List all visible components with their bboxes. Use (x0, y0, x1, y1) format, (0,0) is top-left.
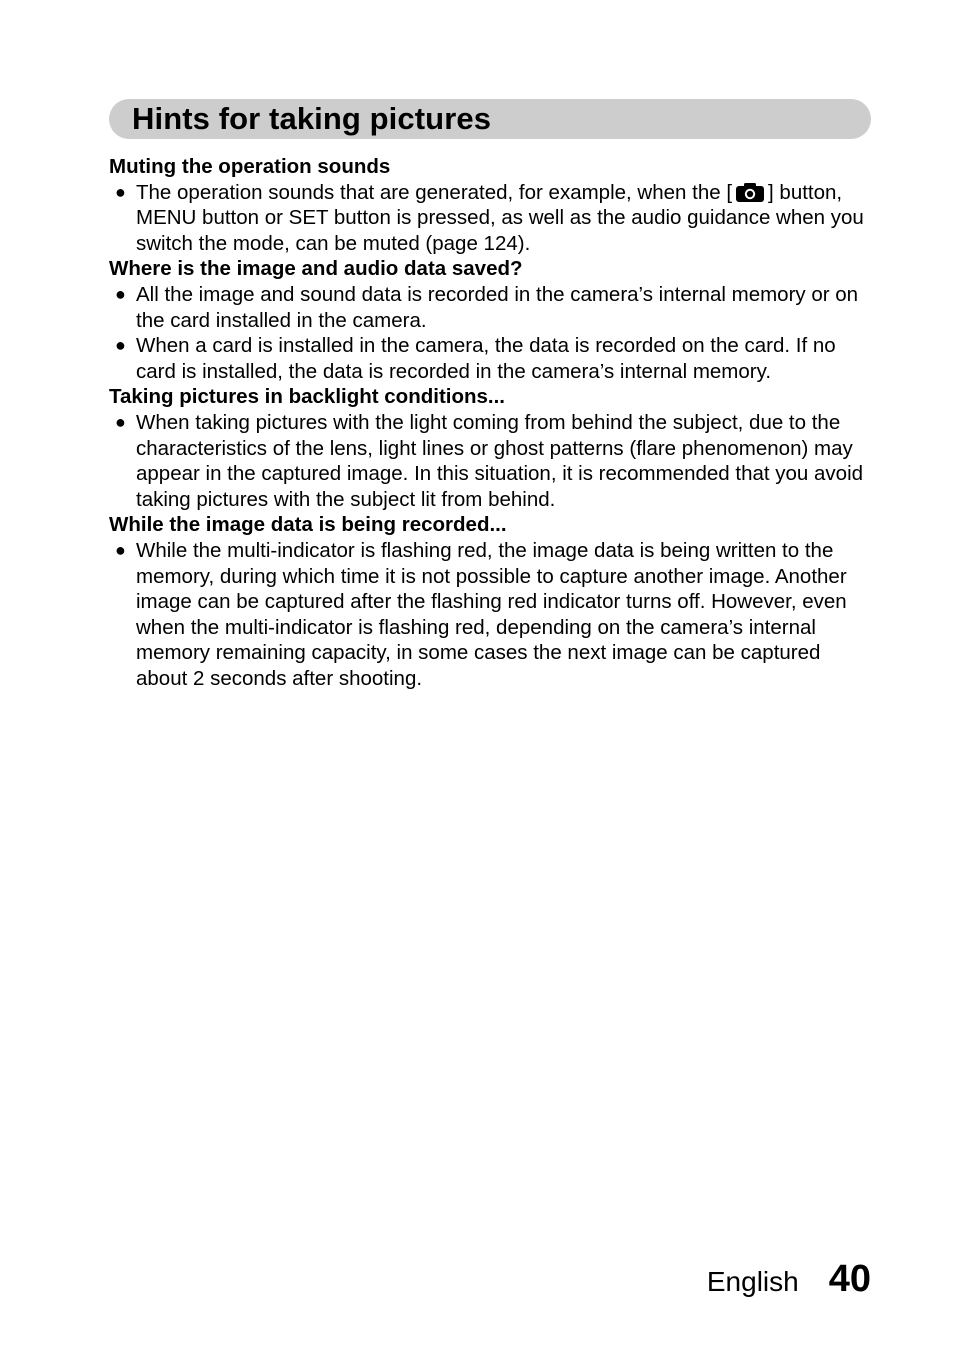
bullet-item (109, 410, 871, 512)
bullet-item (109, 538, 871, 692)
page-number: 40 (828, 1258, 871, 1300)
bullet-item (109, 333, 871, 384)
section-heading: Muting the operation sounds (109, 155, 391, 178)
section-heading: Taking pictures in backlight conditions... (109, 385, 505, 409)
page-footer (707, 1258, 871, 1301)
bullet-text: While the multi-indicator is flashing red, the image data is being written to the memory, during which time it is not possible to capture another image. Another image can be captured after the flashing red indicator turns off. However, even when the multi-indicator is flashing red, depending on the camera’s internal memory remaining capacity, in some cases the next image can be captured about 2 seconds after shooting. (136, 538, 847, 690)
bullet-text: When a card is installed in the camera, the data is recorded on the card. If no card is installed, the data is recorded in the camera’s internal memory. (136, 334, 836, 383)
bullet-dot: ● (115, 283, 126, 304)
section-heading: Where is the image and audio data saved? (109, 257, 523, 281)
page-title: Hints for taking pictures (132, 101, 492, 136)
bullet-dot: ● (115, 335, 126, 356)
language-label: English (706, 1266, 799, 1297)
bullet-text: All the image and sound data is recorded in the camera’s internal memory or on the card installed in the camera. (136, 282, 859, 332)
bullet-dot: ● (115, 181, 126, 202)
title-bar (109, 99, 871, 139)
bullet-text: When taking pictures with the light coming from behind the subject, due to the characteristics of the lens, light lines or ghost patterns (flare phenomenon) may appear in the captured image. In this situation, it is recommended that you avoid taking pictures with the subject lit from behind. (136, 410, 864, 511)
camera-icon (735, 181, 765, 203)
bullet-item (109, 282, 871, 333)
content (109, 154, 871, 691)
bullet-text: ] button, MENU button or SET button is pressed, as well as the audio guidance when you switch the mode, can be muted (page 124). (136, 180, 864, 255)
bullet-text: The operation sounds that are generated, for example, when the [ (136, 180, 733, 204)
bullet-dot: ● (115, 411, 126, 432)
section-heading: While the image data is being recorded... (109, 513, 507, 537)
bullet-dot: ● (115, 539, 126, 560)
bullet-item (109, 180, 871, 257)
